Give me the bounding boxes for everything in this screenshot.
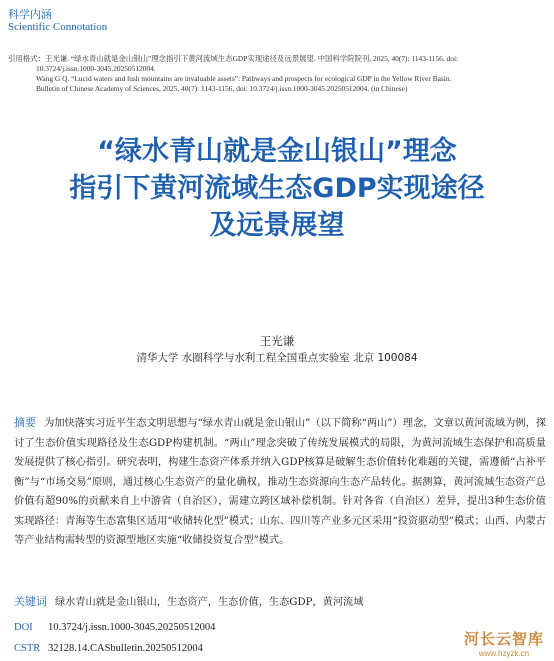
doi-label: DOI <box>14 622 33 633</box>
section-label-en: Scientific Connotation <box>8 21 108 33</box>
author-affiliation: 清华大学 水圈科学与水利工程全国重点实验室 北京 100084 <box>136 352 418 364</box>
watermark-logo <box>464 628 544 658</box>
cstr-value: 32128.14.CASbulletin.20250512004 <box>48 643 203 654</box>
citation-line-en: Wang G Q. “Lucid waters and lush mountains are invaluable assets”: Pathways and prospects for ecological GDP in the Yellow River Basin. <box>36 74 452 83</box>
abstract-text: 为加快落实习近平生态文明思想与“绿水青山就是金山银山”（以下简称“两山”）理念，文章以黄河流域为例，探讨了生态价值实现路径及生态GDP构建机制。“两山”理念突破了传统发展模式的局限，为黄河流域生态保护和高质量发展提供了核心指引。研究表明，构建生态资产体系并纳入GDP核算是破解生态价值转化难题的关键，需遵循“占补平衡”与“市场交易”原则，通过核心生态资产的量化确权，推动生态资源向生态产品转化。据测算，黄河流域生态资产总价值有超90%的贡献来自上中游省（自治区），需建立跨区域补偿机制。针对各省（自治区）差异，提出3种生态价值实现路径：青海等生态富集区适用“收储转化型”模式；山东、四川等产业多元区采用“投资驱动型”模式；山西、内蒙古等产业结构需转型的资源型地区实施“收储投资复合型”模式。 <box>14 418 547 546</box>
abstract-block <box>14 413 546 551</box>
doi-value[interactable]: 10.3724/j.issn.1000-3045.20250512004 <box>48 622 216 633</box>
keywords-block <box>14 593 546 609</box>
watermark-text: 河长云智库 <box>463 630 544 648</box>
title-line-2: 指引下黄河流域生态GDP实现途径 <box>69 173 485 204</box>
abstract-label: 摘要 <box>14 416 37 429</box>
keywords-label: 关键词 <box>14 595 47 608</box>
citation-line-en-journal: Bulletin of Chinese Academy of Sciences, 2025, 40(7): 1143-1156, doi: 10.3724/j.issn.1000-3045.20250512004. (in Chinese) <box>36 84 408 93</box>
title-line-3: 及远景展望 <box>209 210 345 241</box>
author-name: 王光谦 <box>259 334 295 348</box>
keywords-text: 绿水青山就是金山银山，生态资产，生态价值，生态GDP，黄河流域 <box>55 597 364 608</box>
title-line-1: “绿水青山就是金山银山”理念 <box>97 136 457 167</box>
section-label-cn: 科学内涵 <box>8 8 52 21</box>
watermark-url: www.hzyzk.cn <box>478 649 530 658</box>
cstr-label: CSTR <box>14 643 41 654</box>
article-title <box>0 133 554 244</box>
cstr-line <box>14 643 203 654</box>
doi-line <box>14 622 215 633</box>
citation-line-cn: 引用格式：王光谦. “绿水青山就是金山银山”理念指引下黄河流域生态GDP实现途径及远景展望. 中国科学院院刊, 2025, 40(7): 1143-1156, doi: <box>8 54 459 63</box>
citation-line-cn-doi: 10.3724/j.issn.1000-3045.20250512004. <box>36 64 156 73</box>
citation-block <box>8 54 548 94</box>
